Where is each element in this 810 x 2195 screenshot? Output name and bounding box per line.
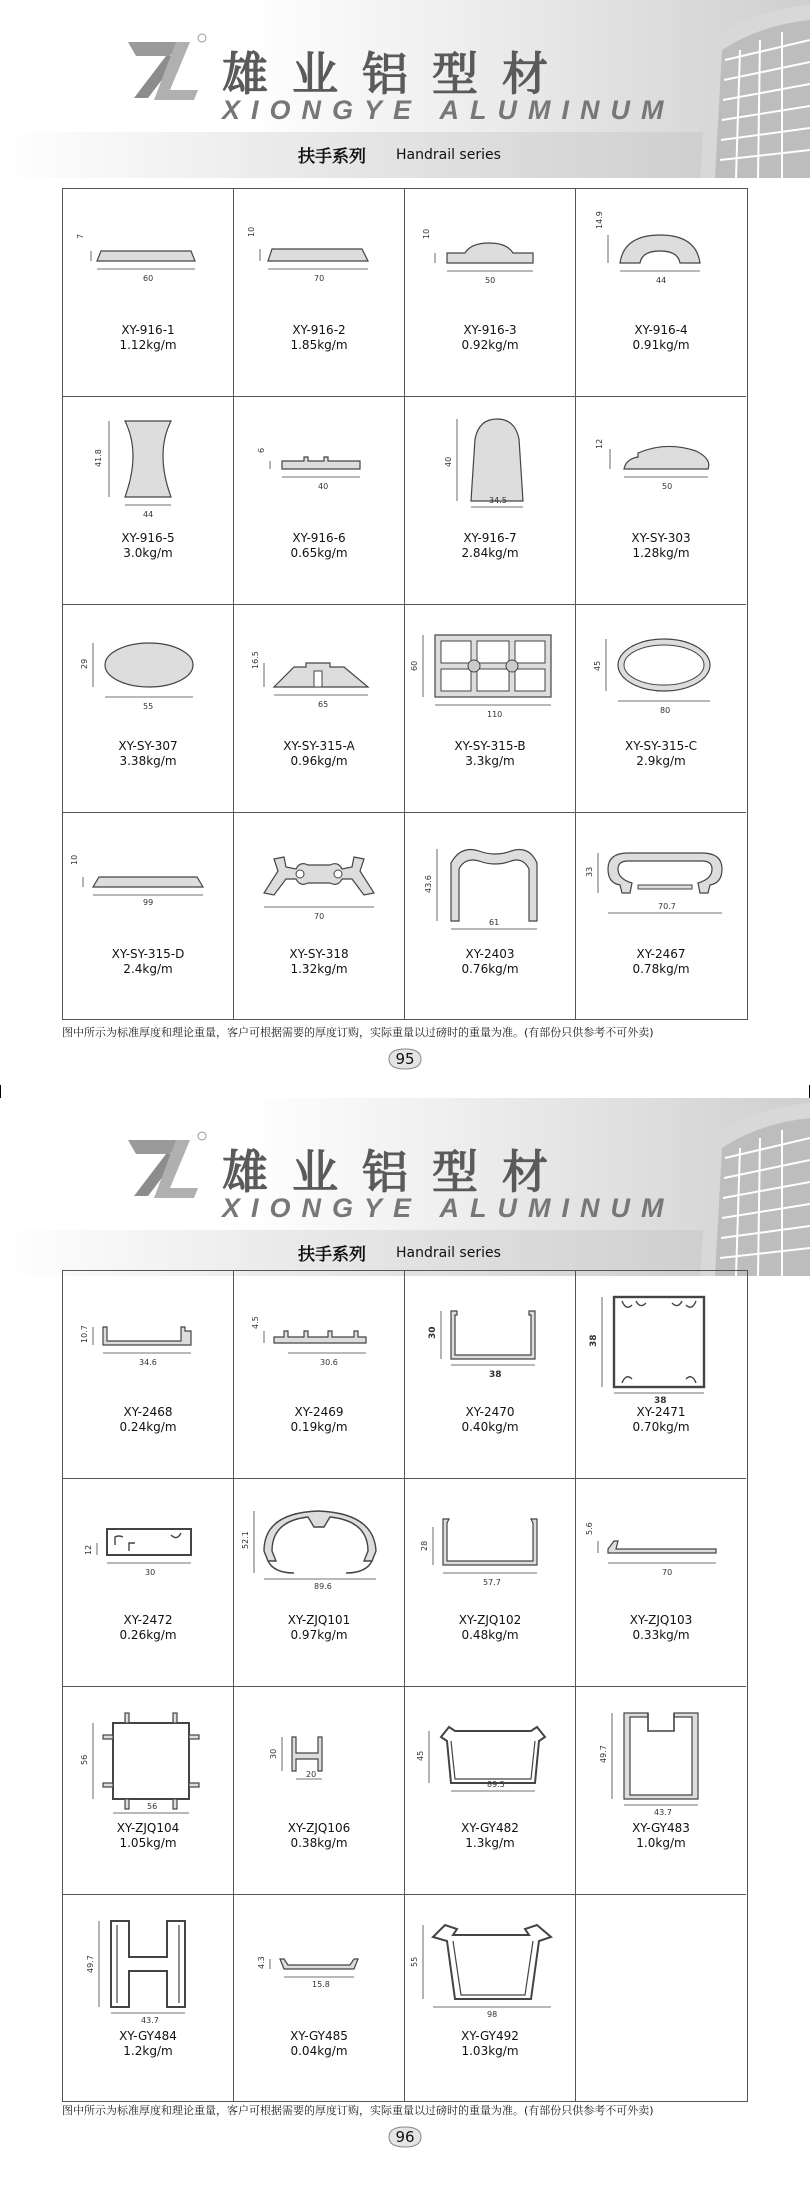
profile-weight: 0.92kg/m — [461, 338, 519, 352]
dim-width: 55 — [143, 702, 154, 711]
profile-weight: 0.26kg/m — [119, 1628, 177, 1642]
dim-height: 7 — [76, 233, 85, 239]
profile-weight: 0.40kg/m — [461, 1420, 519, 1434]
profile-weight: 1.03kg/m — [461, 2044, 519, 2058]
page-number-text: 96 — [395, 2128, 415, 2146]
profile-code: XY-2403 — [465, 947, 515, 961]
profile-weight: 1.0kg/m — [636, 1836, 686, 1850]
brand-name-en: XIONGYE ALUMINUM — [222, 95, 675, 125]
profile-code: XY-2472 — [123, 1613, 173, 1627]
profile-code: XY-916-5 — [121, 531, 175, 545]
profile-weight: 0.24kg/m — [119, 1420, 177, 1434]
profile-weight: 1.12kg/m — [119, 338, 177, 352]
profile-cell — [405, 813, 576, 1020]
profile-weight: 0.65kg/m — [290, 546, 348, 560]
profile-grid — [62, 1270, 748, 2102]
dim-width: 110 — [487, 710, 503, 719]
dim-width: 89.5 — [487, 1780, 505, 1789]
series-title-en: Handrail series — [396, 147, 501, 163]
profile-weight: 0.70kg/m — [632, 1420, 690, 1434]
dim-height: 12 — [595, 438, 604, 449]
dim-height: 10.7 — [80, 1325, 89, 1343]
dim-height: 45 — [416, 1750, 425, 1761]
profile-cell — [234, 397, 405, 605]
profile-cell — [63, 1271, 234, 1479]
dim-height: 10 — [422, 228, 431, 239]
dim-height: 38 — [589, 1334, 599, 1347]
profile-code: XY-ZJQ106 — [287, 1821, 351, 1835]
dim-height: 45 — [593, 660, 602, 671]
dim-width: 38 — [654, 1396, 667, 1406]
profile-cell — [234, 605, 405, 813]
profile-cell — [576, 397, 746, 605]
dim-width: 50 — [662, 482, 673, 491]
dim-height: 60 — [410, 660, 419, 671]
dim-height: 40 — [444, 456, 453, 467]
dim-width: 98 — [487, 2010, 498, 2019]
dim-height: 14.9 — [595, 211, 604, 229]
profile-code: XY-SY-315-C — [625, 739, 697, 753]
profile-cell — [576, 605, 746, 813]
profile-code: XY-SY-315-D — [111, 947, 185, 961]
profile-weight: 1.32kg/m — [290, 962, 348, 976]
profile-weight: 2.4kg/m — [123, 962, 173, 976]
profile-cell — [576, 189, 746, 397]
profile-cell — [63, 189, 234, 397]
dim-width: 99 — [143, 898, 154, 907]
profile-code: XY-ZJQ101 — [287, 1613, 351, 1627]
empty-cell — [576, 1895, 746, 2102]
profile-weight: 0.78kg/m — [632, 962, 690, 976]
profile-cell — [405, 1479, 576, 1687]
page-number — [385, 1046, 425, 1072]
dim-width: 65 — [318, 700, 329, 709]
dim-height: 43.6 — [424, 875, 433, 893]
dim-width: 80 — [660, 706, 671, 715]
footnote: 图中所示为标准厚度和理论重量，客户可根据需要的厚度订购，实际重量以过磅时的重量为准。(有部份只供参考不可外卖) — [62, 2104, 654, 2117]
profile-weight: 3.38kg/m — [119, 754, 177, 768]
profile-cell — [405, 397, 576, 605]
profile-cell — [63, 1687, 234, 1895]
dim-height: 4.3 — [257, 1956, 266, 1969]
profile-cell — [63, 1895, 234, 2102]
dim-height: 12 — [84, 1544, 93, 1555]
dim-width: 34.5 — [489, 496, 507, 505]
dim-width: 30 — [145, 1568, 156, 1577]
profile-code: XY-GY482 — [461, 1821, 519, 1835]
profile-cell — [234, 189, 405, 397]
profile-cell — [576, 813, 746, 1020]
profile-code: XY-GY485 — [290, 2029, 348, 2043]
profile-cell — [405, 1687, 576, 1895]
dim-width: 89.6 — [314, 1582, 332, 1591]
series-title-cn: 扶手系列 — [298, 147, 366, 167]
profile-code: XY-916-2 — [292, 323, 346, 337]
building-illustration — [670, 1098, 810, 1276]
profile-code: XY-GY492 — [461, 2029, 519, 2043]
profile-code: XY-ZJQ102 — [458, 1613, 522, 1627]
dim-width: 56 — [147, 1802, 158, 1811]
profile-code: XY-SY-303 — [631, 531, 691, 545]
profile-cell — [63, 605, 234, 813]
profile-weight: 1.05kg/m — [119, 1836, 177, 1850]
profile-code: XY-2469 — [294, 1405, 344, 1419]
dim-height: 30 — [269, 1748, 278, 1759]
profile-code: XY-916-1 — [121, 323, 175, 337]
dim-height: 10 — [70, 854, 79, 865]
brand-logo-icon — [118, 28, 210, 108]
dim-width: 43.7 — [654, 1808, 672, 1817]
profile-code: XY-916-4 — [634, 323, 688, 337]
dim-height: 30 — [428, 1326, 438, 1339]
dim-width: 44 — [143, 510, 154, 519]
dim-height: 16.5 — [251, 651, 260, 669]
dim-height: 29 — [80, 658, 89, 669]
profile-weight: 1.28kg/m — [632, 546, 690, 560]
brand-name-cn: 雄业铝型材 — [222, 1145, 572, 1199]
profile-weight: 0.96kg/m — [290, 754, 348, 768]
profile-cell — [234, 1687, 405, 1895]
profile-cell — [234, 813, 405, 1020]
brand-name-en: XIONGYE ALUMINUM — [222, 1193, 675, 1223]
profile-cell — [63, 1479, 234, 1687]
dim-width: 70.7 — [658, 902, 676, 911]
profile-weight: 0.48kg/m — [461, 1628, 519, 1642]
profile-cell — [63, 813, 234, 1020]
profile-code: XY-GY483 — [632, 1821, 690, 1835]
profile-cell — [405, 605, 576, 813]
dim-width: 43.7 — [141, 2016, 159, 2025]
dim-height: 56 — [80, 1754, 89, 1765]
dim-height: 4.5 — [251, 1316, 260, 1329]
profile-grid — [62, 188, 748, 1020]
profile-weight: 3.0kg/m — [123, 546, 173, 560]
profile-code: XY-2470 — [465, 1405, 515, 1419]
dim-width: 70 — [314, 274, 325, 283]
dim-height: 49.7 — [599, 1745, 608, 1763]
profile-cell — [234, 1271, 405, 1479]
profile-weight: 0.91kg/m — [632, 338, 690, 352]
profile-weight: 0.76kg/m — [461, 962, 519, 976]
profile-cell — [405, 1271, 576, 1479]
profile-code: XY-SY-307 — [118, 739, 178, 753]
profile-cell — [576, 1271, 746, 1479]
series-title-en: Handrail series — [396, 1245, 501, 1261]
profile-code: XY-ZJQ103 — [629, 1613, 693, 1627]
profile-cell — [576, 1687, 746, 1895]
dim-width: 57.7 — [483, 1578, 501, 1587]
profile-weight: 0.38kg/m — [290, 1836, 348, 1850]
profile-code: XY-916-6 — [292, 531, 346, 545]
dim-width: 70 — [314, 912, 325, 921]
dim-height: 41.8 — [94, 449, 103, 467]
dim-width: 44 — [656, 276, 667, 285]
dim-width: 40 — [318, 482, 329, 491]
dim-width: 61 — [489, 918, 500, 927]
footnote: 图中所示为标准厚度和理论重量，客户可根据需要的厚度订购，实际重量以过磅时的重量为准。(有部份只供参考不可外卖) — [62, 1026, 654, 1039]
profile-code: XY-SY-315-A — [283, 739, 355, 753]
dim-width: 30.6 — [320, 1358, 338, 1367]
dim-height: 10 — [247, 226, 256, 237]
profile-code: XY-2471 — [636, 1405, 686, 1419]
series-title-cn: 扶手系列 — [298, 1245, 366, 1265]
profile-code: XY-916-7 — [463, 531, 517, 545]
dim-height: 55 — [410, 1956, 419, 1967]
profile-code: XY-GY484 — [119, 2029, 177, 2043]
dim-width: 20 — [306, 1770, 317, 1779]
profile-weight: 2.84kg/m — [461, 546, 519, 560]
dim-width: 60 — [143, 274, 154, 283]
profile-code: XY-2468 — [123, 1405, 173, 1419]
dim-width: 70 — [662, 1568, 673, 1577]
profile-code: XY-ZJQ104 — [116, 1821, 180, 1835]
profile-weight: 0.97kg/m — [290, 1628, 348, 1642]
profile-cell — [576, 1479, 746, 1687]
profile-cell — [405, 1895, 576, 2102]
profile-weight: 1.85kg/m — [290, 338, 348, 352]
dim-width: 34.6 — [139, 1358, 157, 1367]
profile-cell — [234, 1895, 405, 2102]
profile-code: XY-SY-318 — [289, 947, 349, 961]
page-number-text: 95 — [395, 1050, 415, 1068]
dim-height: 5.6 — [585, 1522, 594, 1535]
dim-height: 49.7 — [86, 1955, 95, 1973]
profile-weight: 1.3kg/m — [465, 1836, 515, 1850]
dim-width: 38 — [489, 1370, 502, 1380]
dim-height: 52.1 — [241, 1531, 250, 1549]
dim-width: 15.8 — [312, 1980, 330, 1989]
page-number — [385, 2124, 425, 2150]
profile-weight: 2.9kg/m — [636, 754, 686, 768]
profile-weight: 0.19kg/m — [290, 1420, 348, 1434]
brand-logo-icon — [118, 1126, 210, 1206]
profile-weight: 1.2kg/m — [123, 2044, 173, 2058]
brand-name-cn: 雄业铝型材 — [222, 47, 572, 101]
dim-height: 28 — [420, 1540, 429, 1551]
profile-code: XY-SY-315-B — [454, 739, 526, 753]
dim-height: 33 — [585, 866, 594, 877]
building-illustration — [670, 0, 810, 178]
profile-code: XY-2467 — [636, 947, 686, 961]
profile-weight: 0.33kg/m — [632, 1628, 690, 1642]
profile-code: XY-916-3 — [463, 323, 517, 337]
profile-cell — [234, 1479, 405, 1687]
catalog-page-96 — [0, 1098, 810, 2195]
profile-weight: 0.04kg/m — [290, 2044, 348, 2058]
dim-height: 6 — [257, 447, 266, 453]
dim-width: 50 — [485, 276, 496, 285]
profile-cell — [63, 397, 234, 605]
profile-cell — [405, 189, 576, 397]
profile-weight: 3.3kg/m — [465, 754, 515, 768]
catalog-page-95 — [0, 0, 810, 1097]
